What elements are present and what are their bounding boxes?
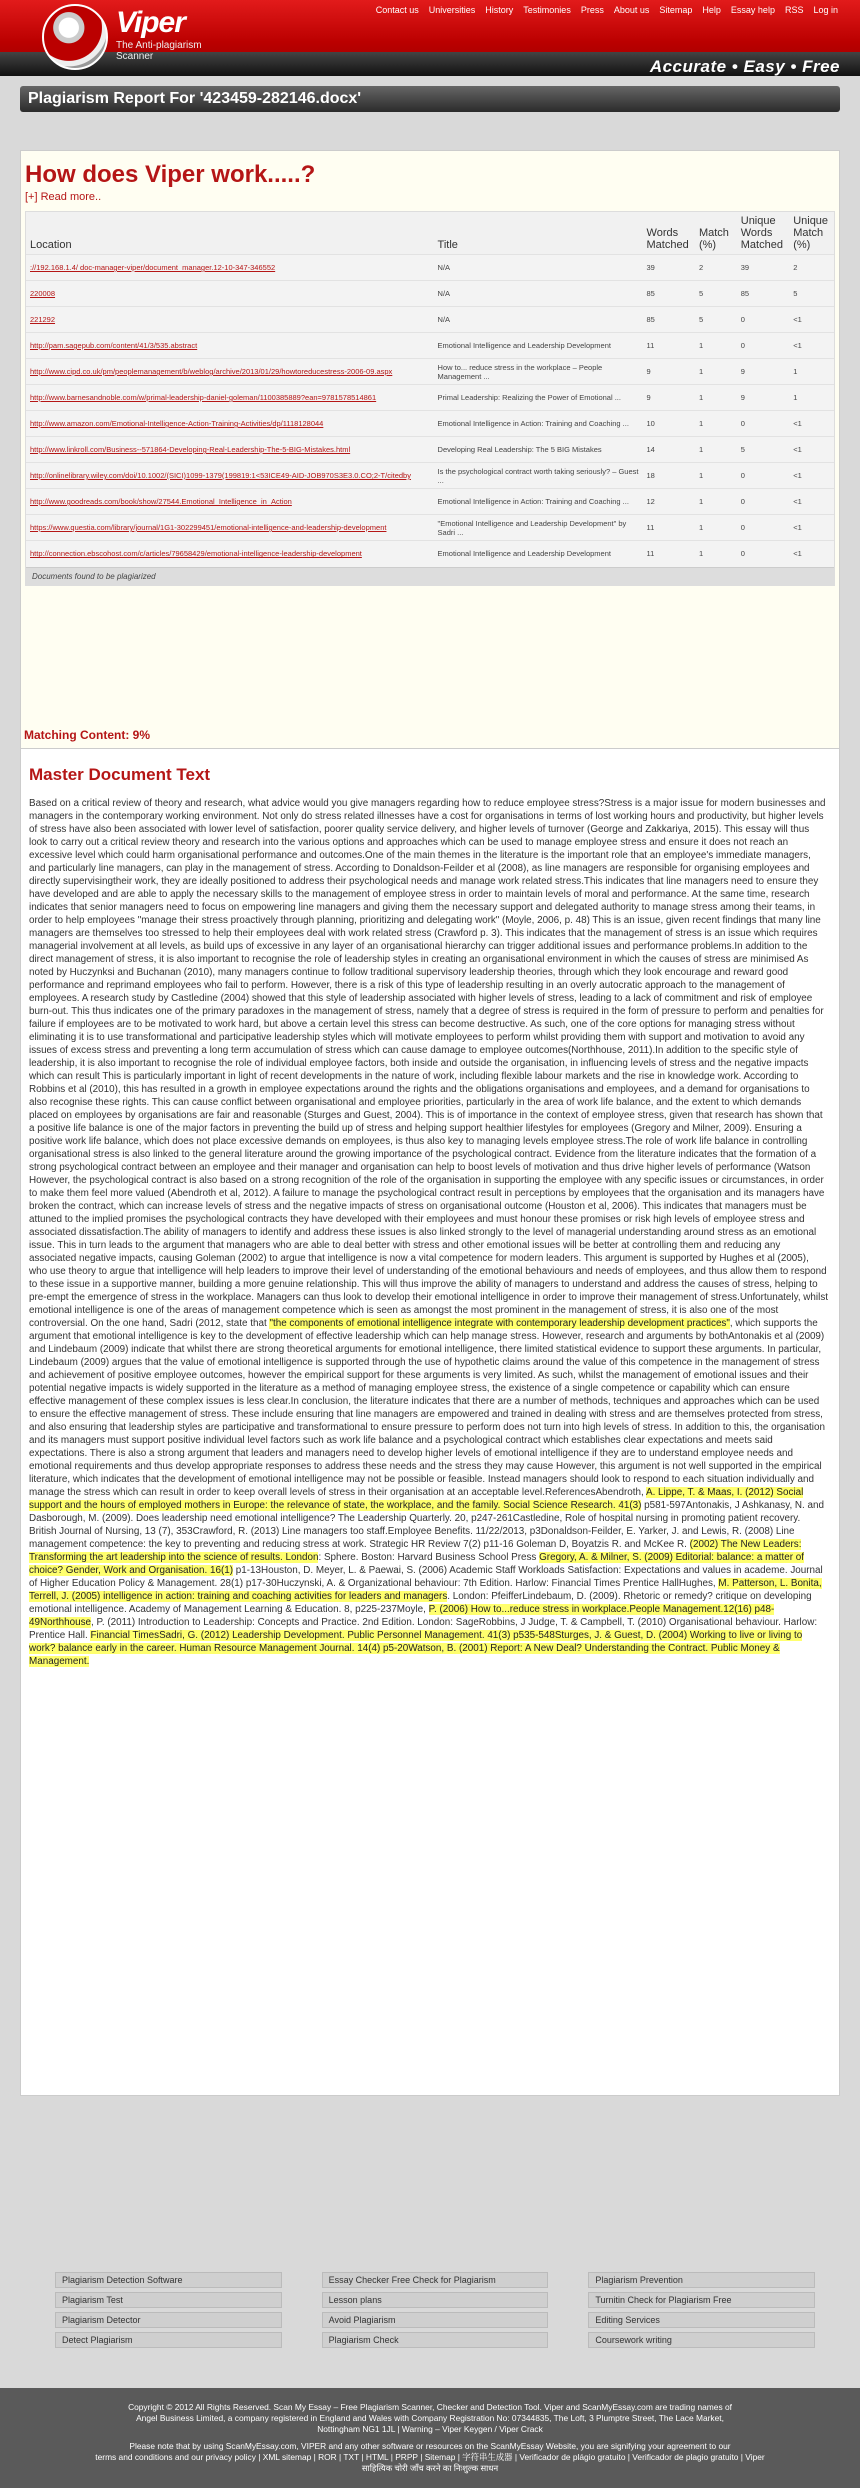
cell-unique-words: 39 (737, 255, 789, 281)
cell-words-matched: 11 (643, 515, 695, 541)
cell-unique-match: <1 (789, 437, 834, 463)
table-row (26, 437, 834, 463)
footer-link[interactable]: Plagiarism Prevention (588, 2272, 815, 2288)
footer-notice-1: Please note that by using ScanMyEssay.com, VIPER and any other software or resources on the ScanMyEssay Website, you are signifying your agreement to our (129, 2441, 731, 2451)
cell-title: Developing Real Leadership: The 5 BIG Mistakes (434, 437, 643, 463)
cell-words-matched: 9 (643, 385, 695, 411)
cell-title: Emotional Intelligence and Leadership Development (434, 541, 643, 567)
cell-unique-match: <1 (789, 411, 834, 437)
table-row (26, 411, 834, 437)
nav-press[interactable]: Press (580, 5, 604, 15)
cell-match-pct: 1 (695, 411, 737, 437)
highlighted-match: Financial TimesSadri, G. (2012) Leadership Development. Public Personnel Management. 41(3) p535-548Sturges, J. & Guest, D. (2004) Working to live or living to work? balance early in the career. Human Resource Management Journal. 14(4) p5-20Watson, B. (2001) Report: A New Deal? Understanding the Contract. Public Money & Management. (29, 1630, 803, 1667)
highlighted-match: P. (2006) How to...reduce stress in workplace.People Management.12(16) p48-49Northhouse (29, 1604, 775, 1628)
cell-unique-match: <1 (789, 333, 834, 359)
cell-unique-words: 5 (737, 437, 789, 463)
table-row (26, 281, 834, 307)
cell-title: Is the psychological contract worth taking seriously? – Guest ... (434, 463, 643, 489)
cell-unique-match: 5 (789, 281, 834, 307)
results-table-wrap (25, 211, 835, 586)
col-unique-match: Unique Match (%) (789, 212, 834, 255)
nav-universities[interactable]: Universities (428, 5, 476, 15)
table-row (26, 307, 834, 333)
cell-title: Emotional Intelligence in Action: Training and Coaching ... (434, 411, 643, 437)
cell-match-pct: 2 (695, 255, 737, 281)
cell-unique-words: 0 (737, 411, 789, 437)
footer-link[interactable]: Plagiarism Detection Software (55, 2272, 282, 2288)
cell-match-pct: 1 (695, 515, 737, 541)
highlighted-match: "the components of emotional intelligence integrate with contemporary leadership development practices" (269, 1318, 730, 1329)
highlighted-match: M. Patterson, L. Bonita, Terrell, J. (2005) intelligence in action: training and coaching activities for leaders and managers (29, 1578, 822, 1602)
cell-unique-words: 0 (737, 463, 789, 489)
brand-tagline-2: Scanner (116, 51, 154, 62)
viper-logo-icon[interactable] (42, 4, 108, 70)
nav-rss[interactable]: RSS (784, 5, 804, 15)
logo-text[interactable] (116, 6, 202, 62)
footer-link[interactable]: Lesson plans (322, 2292, 549, 2308)
nav-about-us[interactable]: About us (613, 5, 650, 15)
read-more-link[interactable]: [+] Read more.. (25, 191, 102, 203)
cell-words-matched: 12 (643, 489, 695, 515)
cell-title: Primal Leadership: Realizing the Power of Emotional ... (434, 385, 643, 411)
cell-match-pct: 1 (695, 333, 737, 359)
top-nav (376, 5, 838, 15)
footer-link[interactable]: Plagiarism Test (55, 2292, 282, 2308)
footer-notice-3[interactable]: साहित्यिक चोरी जाँच करने का निःशुल्क साधन (361, 2463, 499, 2473)
master-document-panel (20, 748, 840, 2096)
cell-unique-match: <1 (789, 515, 834, 541)
nav-essay-help[interactable]: Essay help (730, 5, 775, 15)
cell-match-pct: 1 (695, 385, 737, 411)
document-segment: : Sphere. Boston: Harvard Business School Press (318, 1552, 540, 1563)
cell-unique-words: 9 (737, 385, 789, 411)
how-title: How does Viper work.....? (25, 161, 316, 188)
cell-unique-words: 0 (737, 515, 789, 541)
document-segment: , which supports the argument that emotional intelligence is key to the development of effective leadership which can help manage stress. However, research and arguments by bothAntonakis et al (2009) and Lindebaum (2009) indicate that whilst there are strong theoretical arguments for emotional intelligence, there limited statistical evidence to support these arguments. In particular, Lindebaum (2009) argues that the value of emotional intelligence is supported through the use of hypothetic claims around the value of this competence in the management of stress and achievement of positive employee outcomes, however the empirical support for these arguments is very limited. As such, whilst the management of emotional issues and their potential negative impacts is widely supported in the literature as a method of managing employee stress, the existence of a single competence or capability which can ensure effective management of these complex issues is less clear.In conclusion, the literature indicates that there are a number of methods, techniques and approaches which can be used to ensure the effective management of stress. These include ensuring that line managers are empowered and trained in dealing with stress and are themselves protected from stress, and also ensuring that leadership styles are participative and transformational to ensure pressure to perform does not turn into high levels of stress. In addition to this, the organisation and its managers must support positive individual level factors such as work life balance and a psychological contract which establishes clear expectations and meets said expectations. There is also a strong argument that leaders and managers need to develop higher levels of emotional intelligence if they are to understand employee needs and emotional requirements and thus develop appropriate responses to address these needs and the stress they may cause However, this argument is not well supported in the empirical literature, which indicates that the development of emotional intelligence may not be possible or feasible. Instead managers should look to respond to each situation individually and manage the stress which can result in order to keep overall levels of stress in their organisation at an acceptable level.ReferencesAbendroth, (29, 1318, 825, 1498)
cell-location[interactable]: http://onlinelibrary.wiley.com/doi/10.1002/(SICI)1099-1379(199819:1<53ICE49-AID-JOB970S3E3.0.CO;2-T/citedby (26, 463, 434, 489)
nav-testimonies[interactable]: Testimonies (523, 5, 571, 15)
cell-match-pct: 1 (695, 489, 737, 515)
slogan: Accurate • Easy • Free (649, 57, 840, 76)
cell-location[interactable]: http://www.cipd.co.uk/pm/peoplemanagement/b/weblog/archive/2013/01/29/howtoreducestress-2006-09.aspx (26, 359, 434, 385)
how-viper-works-panel (20, 150, 840, 762)
table-footer: Documents found to be plagiarized (26, 567, 834, 585)
cell-unique-match: <1 (789, 489, 834, 515)
footer-link[interactable]: Avoid Plagiarism (322, 2312, 549, 2328)
cell-unique-words: 85 (737, 281, 789, 307)
footer-link[interactable]: Coursework writing (588, 2332, 815, 2348)
cell-unique-match: <1 (789, 541, 834, 567)
document-segment: p581-597Antonakis, J Ashkanasy, N. and Dasborough, M. (2009). Does leadership need emotional intelligence? The Leadership Quarterly. 20, p247-261Castledine, Role of hospital nursing in promoting patient recovery. British Journal of Nursing, 13 (7), 353Crawford, R. (2013) Line managers too staff.Employee Benefits. 11/22/2013, p3Donaldson-Feilder, E. Yarker, J. and Lewis, R. (2008) Line management competence: the key to preventing and reducing stress at work. Strategic HR Review 7(2) p11-16 Goleman D, Boyatzis R. and McKee R. (29, 1500, 825, 1550)
site-header (0, 0, 860, 76)
cell-words-matched: 85 (643, 307, 695, 333)
document-segment: , P. (2011) Introduction to Leadership: Concepts and Practice. 2nd Edition. London: SageRobbins, J Judge, T. & Campbell, T. (2010) Organisational behaviour. Harlow: Prentice Hall. (29, 1617, 818, 1641)
footer-link[interactable]: Detect Plagiarism (55, 2332, 282, 2348)
cell-match-pct: 5 (695, 281, 737, 307)
footer-notice-2[interactable]: terms and conditions and our privacy policy | XML sitemap | ROR | TXT | HTML | PRPP | Sitemap | 字符串生成器 | Verificador de plágio gratuito | Verificador de plagio gratuito | Viper (95, 2452, 765, 2462)
matching-content: Matching Content: 9% (24, 728, 150, 742)
cell-words-matched: 18 (643, 463, 695, 489)
document-segment: . London: PfeifferLindebaum, D. (2009). Rhetoric or remedy? critique on developing emotional intelligence. Academy of Management Learning & Education. 8, p225-237Moyle, (29, 1591, 812, 1615)
nav-help[interactable]: Help (702, 5, 721, 15)
document-segment: p1-13Houston, D. Meyer, L. & Paewai, S. (2006) Academic Staff Workloads Satisfaction: Expectations and values in academe. Journal of Higher Education Policy & Management. 28(1) p17-30Huczynski, A. & Organizational behaviour: 7th Edition. Harlow: Financial Times Prentice HallHughes, (29, 1565, 823, 1589)
footer-copyright-1: Copyright © 2012 All Rights Reserved. Scan My Essay – Free Plagiarism Scanner, Checker and Detection Tool. Viper and ScanMyEssay.com are trading names of (128, 2402, 732, 2412)
cell-words-matched: 9 (643, 359, 695, 385)
cell-title: Emotional Intelligence and Leadership Development (434, 333, 643, 359)
footer-link[interactable]: Plagiarism Check (322, 2332, 549, 2348)
cell-words-matched: 39 (643, 255, 695, 281)
table-header-row (26, 212, 834, 255)
cell-unique-words: 9 (737, 359, 789, 385)
cell-words-matched: 10 (643, 411, 695, 437)
footer-link[interactable]: Turnitin Check for Plagiarism Free (588, 2292, 815, 2308)
cell-location[interactable]: http://www.barnesandnoble.com/w/primal-leadership-daniel-goleman/1100385889?ean=9781578514861 (26, 385, 434, 411)
col-unique-words: Unique Words Matched (737, 212, 789, 255)
table-row (26, 333, 834, 359)
cell-location[interactable]: http://www.linkroll.com/Business--571864-Developing-Real-Leadership-The-5-BIG-Mistakes.html (26, 437, 434, 463)
footer-link[interactable]: Editing Services (588, 2312, 815, 2328)
brand-tagline-1: The Anti-plagiarism (116, 40, 202, 51)
footer-copyright-2: Angel Business Limited, a company registered in England and Wales with Company Registration No: 07344835, The Loft, 3 Plumptre Street, The Lace Market, (136, 2413, 724, 2423)
cell-title: "Emotional Intelligence and Leadership Development" by Sadri ... (434, 515, 643, 541)
cell-title: N/A (434, 255, 643, 281)
cell-location[interactable]: ://192.168.1.4/ doc-manager-viper/document_manager.12-10-347-346552 (26, 255, 434, 281)
site-footer (0, 2388, 860, 2488)
cell-words-matched: 85 (643, 281, 695, 307)
cell-location[interactable]: https://www.questia.com/library/journal/1G1-302299451/emotional-intelligence-and-leadership-development (26, 515, 434, 541)
table-row (26, 489, 834, 515)
footer-link[interactable]: Essay Checker Free Check for Plagiarism (322, 2272, 549, 2288)
highlighted-match: Gregory, A. & Milner, S. (2009) Editorial: balance: a matter of choice? Gender, Work and Organisation. 16(1) (29, 1552, 805, 1576)
table-row (26, 255, 834, 281)
cell-title: N/A (434, 307, 643, 333)
results-table-body (26, 255, 834, 567)
cell-match-pct: 1 (695, 463, 737, 489)
table-row (26, 515, 834, 541)
footer-link[interactable]: Plagiarism Detector (55, 2312, 282, 2328)
cell-match-pct: 1 (695, 437, 737, 463)
cell-unique-match: 1 (789, 385, 834, 411)
cell-location[interactable]: http://www.amazon.com/Emotional-Intelligence-Action-Training-Activities/dp/1118128044 (26, 411, 434, 437)
cell-unique-words: 0 (737, 489, 789, 515)
cell-words-matched: 11 (643, 541, 695, 567)
cell-words-matched: 11 (643, 333, 695, 359)
cell-match-pct: 1 (695, 541, 737, 567)
cell-unique-match: <1 (789, 307, 834, 333)
cell-unique-words: 0 (737, 541, 789, 567)
cell-location[interactable]: 221292 (26, 307, 434, 333)
table-row (26, 463, 834, 489)
cell-match-pct: 5 (695, 307, 737, 333)
col-match-pct: Match (%) (695, 212, 737, 255)
col-title: Title (434, 212, 643, 255)
footer-links (55, 2272, 815, 2348)
cell-unique-words: 0 (737, 333, 789, 359)
nav-contact-us[interactable]: Contact us (375, 5, 419, 15)
cell-unique-words: 0 (737, 307, 789, 333)
document-segment: Based on a critical review of theory and research, what advice would you give managers regarding how to reduce employee stress?Stress is a major issue for modern businesses and managers in the contemporary working environment. Not only do stress related illnesses have a cost for organisations in terms of lost working hours and productivity, but higher levels of stress have also been associated with lower level of satisfaction, poorer quality service delivery, and higher levels of turnover (George and Zakkariya, 2015). This essay will thus look to carry out a critical review theory and research into the various options and approaches which can be used to manage employee stress and ensure it does not reach an excessive level which could harm organisational performance and outcomes.One of the main themes in the literature is the important role that an employee's immediate managers, and particularly line managers, can play in the management of stress. According to Donaldson-Feilder et al (2008), as line managers are responsible for organising employees and directly supervisingtheir work, they are ideally positioned to address their psychological needs and manage work related stress.This indicates that line managers need to ensure they have developed and are able to apply the necessary skills to the management of employee stress in order to maintain levels of moral and performance. At the same time, research indicates that senior managers need to focus on empowering line managers and giving them the necessary support and delegated authority to manage stress among their teams, in order to help employees "manage their stress proactively through planning, prioritizing and delegating work" (Moyle, 2006, p. 48) This is an issue, given recent findings that many line managers are themselves too stressed to help their employees deal with work related stress (Crawford p. 3). This indicates that the management of stress is an issue which requires managerial involvement at all levels, as build ups of excessive in any layer of an organisational hierarchy can trigger additional issues and performance problems.In addition to the direct management of stress, it is also important to recognise the role of leadership styles in creating an organisational environment in which the causes of stress are minimised As noted by Huczynksi and Buchanan (2010), many managers continue to follow traditional supervisory leadership theories, through which they look encourage and reward good performance and reprimand employees who fail to perform. However, there is a risk of this type of leadership resulting in an overly autocratic approach to the management of employees. A research study by Castledine (2004) showed that this style of leadership associated with higher levels of stress, leading to a lack of commitment and risk of employee burn-out. This thus indicates one of the primary paradoxes in the management of stress, namely that a degree of stress is required in the form of pressure to perform and penalties for failure if employees are to be motivated to work hard, but above a certain level this stress can become destructive. As such, one of the core options for managing stress without eliminating it is to use transformational and participative leadership styles which will motivate employees to perform whilst providing them with support and motivation to avoid any issues of excess stress and preventing a long term accumulation of stress which can cause damage to employee outcomes(Northhouse, 2011).In addition to the specific style of leadership, it is also important to recognise the role of individual employee factors, both inside and outside the organisation, in influencing levels of stress and the negative impacts which can result This is particularly important in light of recent developments in the nature of work, including flexible labour markets and the rise in knowledge work. According to Robbins et al (2010), this has resulted in a growth in employee expectations around the rights and the obligations organisations and employees, and a demand for organisations to also recognise these rights. This can cause conflict between organisational and employee priorities, particularly in the area of work life balance, and the extent to which demands placed on employees by organisations are fair and reasonable (Sturges and Guest, 2004). This is of importance in the context of employee stress, given that research has shown that a positive life balance is one of the major factors in preventing the build up of stress and helping support healthier lifestyles for employees (Gregory and Milner, 2009). Ensuring a positive work life balance, which does not place excessive demands on employees, is thus also key to managing levels employee stress.The role of work life balance in controlling organisational stress is also linked to the general literature around the growing importance of the psychological contract. Evidence from the literature indicates that the formation of a strong psychological contract between an employee and their manager and organisation can help to boost levels of motivation and thus drive higher levels of performance (Watson However, the psychological contract is also based on a strong recognition of the role of the organisation in supporting the employee with any specific issues or circumstances, in order to make them feel more valued (Abendroth et al, 2012). A failure to manage the psychological contract result in perceptions by employees that the organisation and its managers have broken the contract, which can increase levels of stress and the negative impacts of stress on organisational outcome (Houston et al, 2006). This indicates that managers must be attuned to the implied promises the psychological contracts they have developed with their employees and must honour these promises or risk high levels of employee stress and associated dissatisfaction.The ability of managers to identify and address these issues is also linked strongly to the level of managerial understanding around stress as an emotional issue. This in turn leads to the argument that managers who are able to deal better with stress and other emotional issues will be better at controlling them and reducing any associated negative impacts, causing Goleman (2002) to argue that intelligence is now a vital competence for modern leaders. This argument is supported by Hughes et al (2005), who use theory to argue that intelligence will help leaders to improve their level of understanding of the emotional behaviours and needs of employees, and thus allow them to respond to these issue in a supportive manner, building a more genuine relationship. This will thus improve the ability of managers to understand and address the causes of stress, helping to pre-empt the emergence of stress in the workplace. Managers can thus look to develop their emotional intelligence in order to improve their management of stress.Unfortunately, whilst emotional intelligence is one of the areas of management competence which is seen as amongst the most prominent in the management of stress, it is also one of the most controversial. On the one hand, Sadri (2012, state that (29, 798, 828, 1329)
cell-unique-match: 1 (789, 359, 834, 385)
master-title: Master Document Text (29, 765, 211, 784)
cell-location[interactable]: http://connection.ebscohost.com/c/articles/79658429/emotional-intelligence-leadership-development (26, 541, 434, 567)
cell-match-pct: 1 (695, 359, 737, 385)
footer-copyright-3[interactable]: Nottingham NG1 1JL | Warning – Viper Keygen / Viper Crack (317, 2424, 543, 2434)
col-location: Location (26, 212, 434, 255)
report-title: Plagiarism Report For '423459-282146.docx' (20, 86, 840, 112)
table-row (26, 541, 834, 567)
nav-sitemap[interactable]: Sitemap (659, 5, 693, 15)
results-table (26, 212, 834, 567)
highlighted-match: A. Lippe, T. & Maas, I. (2012) Social support and the hours of employed mothers in Europe: the relevance of state, the workplace, and the family. Social Science Research. 41(3) (29, 1487, 804, 1511)
cell-title: How to... reduce stress in the workplace – People Management ... (434, 359, 643, 385)
cell-location[interactable]: 220008 (26, 281, 434, 307)
nav-history[interactable]: History (485, 5, 514, 15)
col-words-matched: Words Matched (643, 212, 695, 255)
nav-log-in[interactable]: Log in (813, 5, 838, 15)
table-row (26, 385, 834, 411)
highlighted-match: (2002) The New Leaders: Transforming the art leadership into the science of results. London (29, 1539, 802, 1563)
cell-title: N/A (434, 281, 643, 307)
cell-unique-match: <1 (789, 463, 834, 489)
cell-unique-match: 2 (789, 255, 834, 281)
brand-name: Viper (116, 6, 185, 39)
cell-title: Emotional Intelligence in Action: Training and Coaching ... (434, 489, 643, 515)
cell-words-matched: 14 (643, 437, 695, 463)
cell-location[interactable]: http://www.goodreads.com/book/show/27544.Emotional_Intelligence_in_Action (26, 489, 434, 515)
document-text (25, 797, 831, 1668)
cell-location[interactable]: http://pam.sagepub.com/content/41/3/535.abstract (26, 333, 434, 359)
table-row (26, 359, 834, 385)
